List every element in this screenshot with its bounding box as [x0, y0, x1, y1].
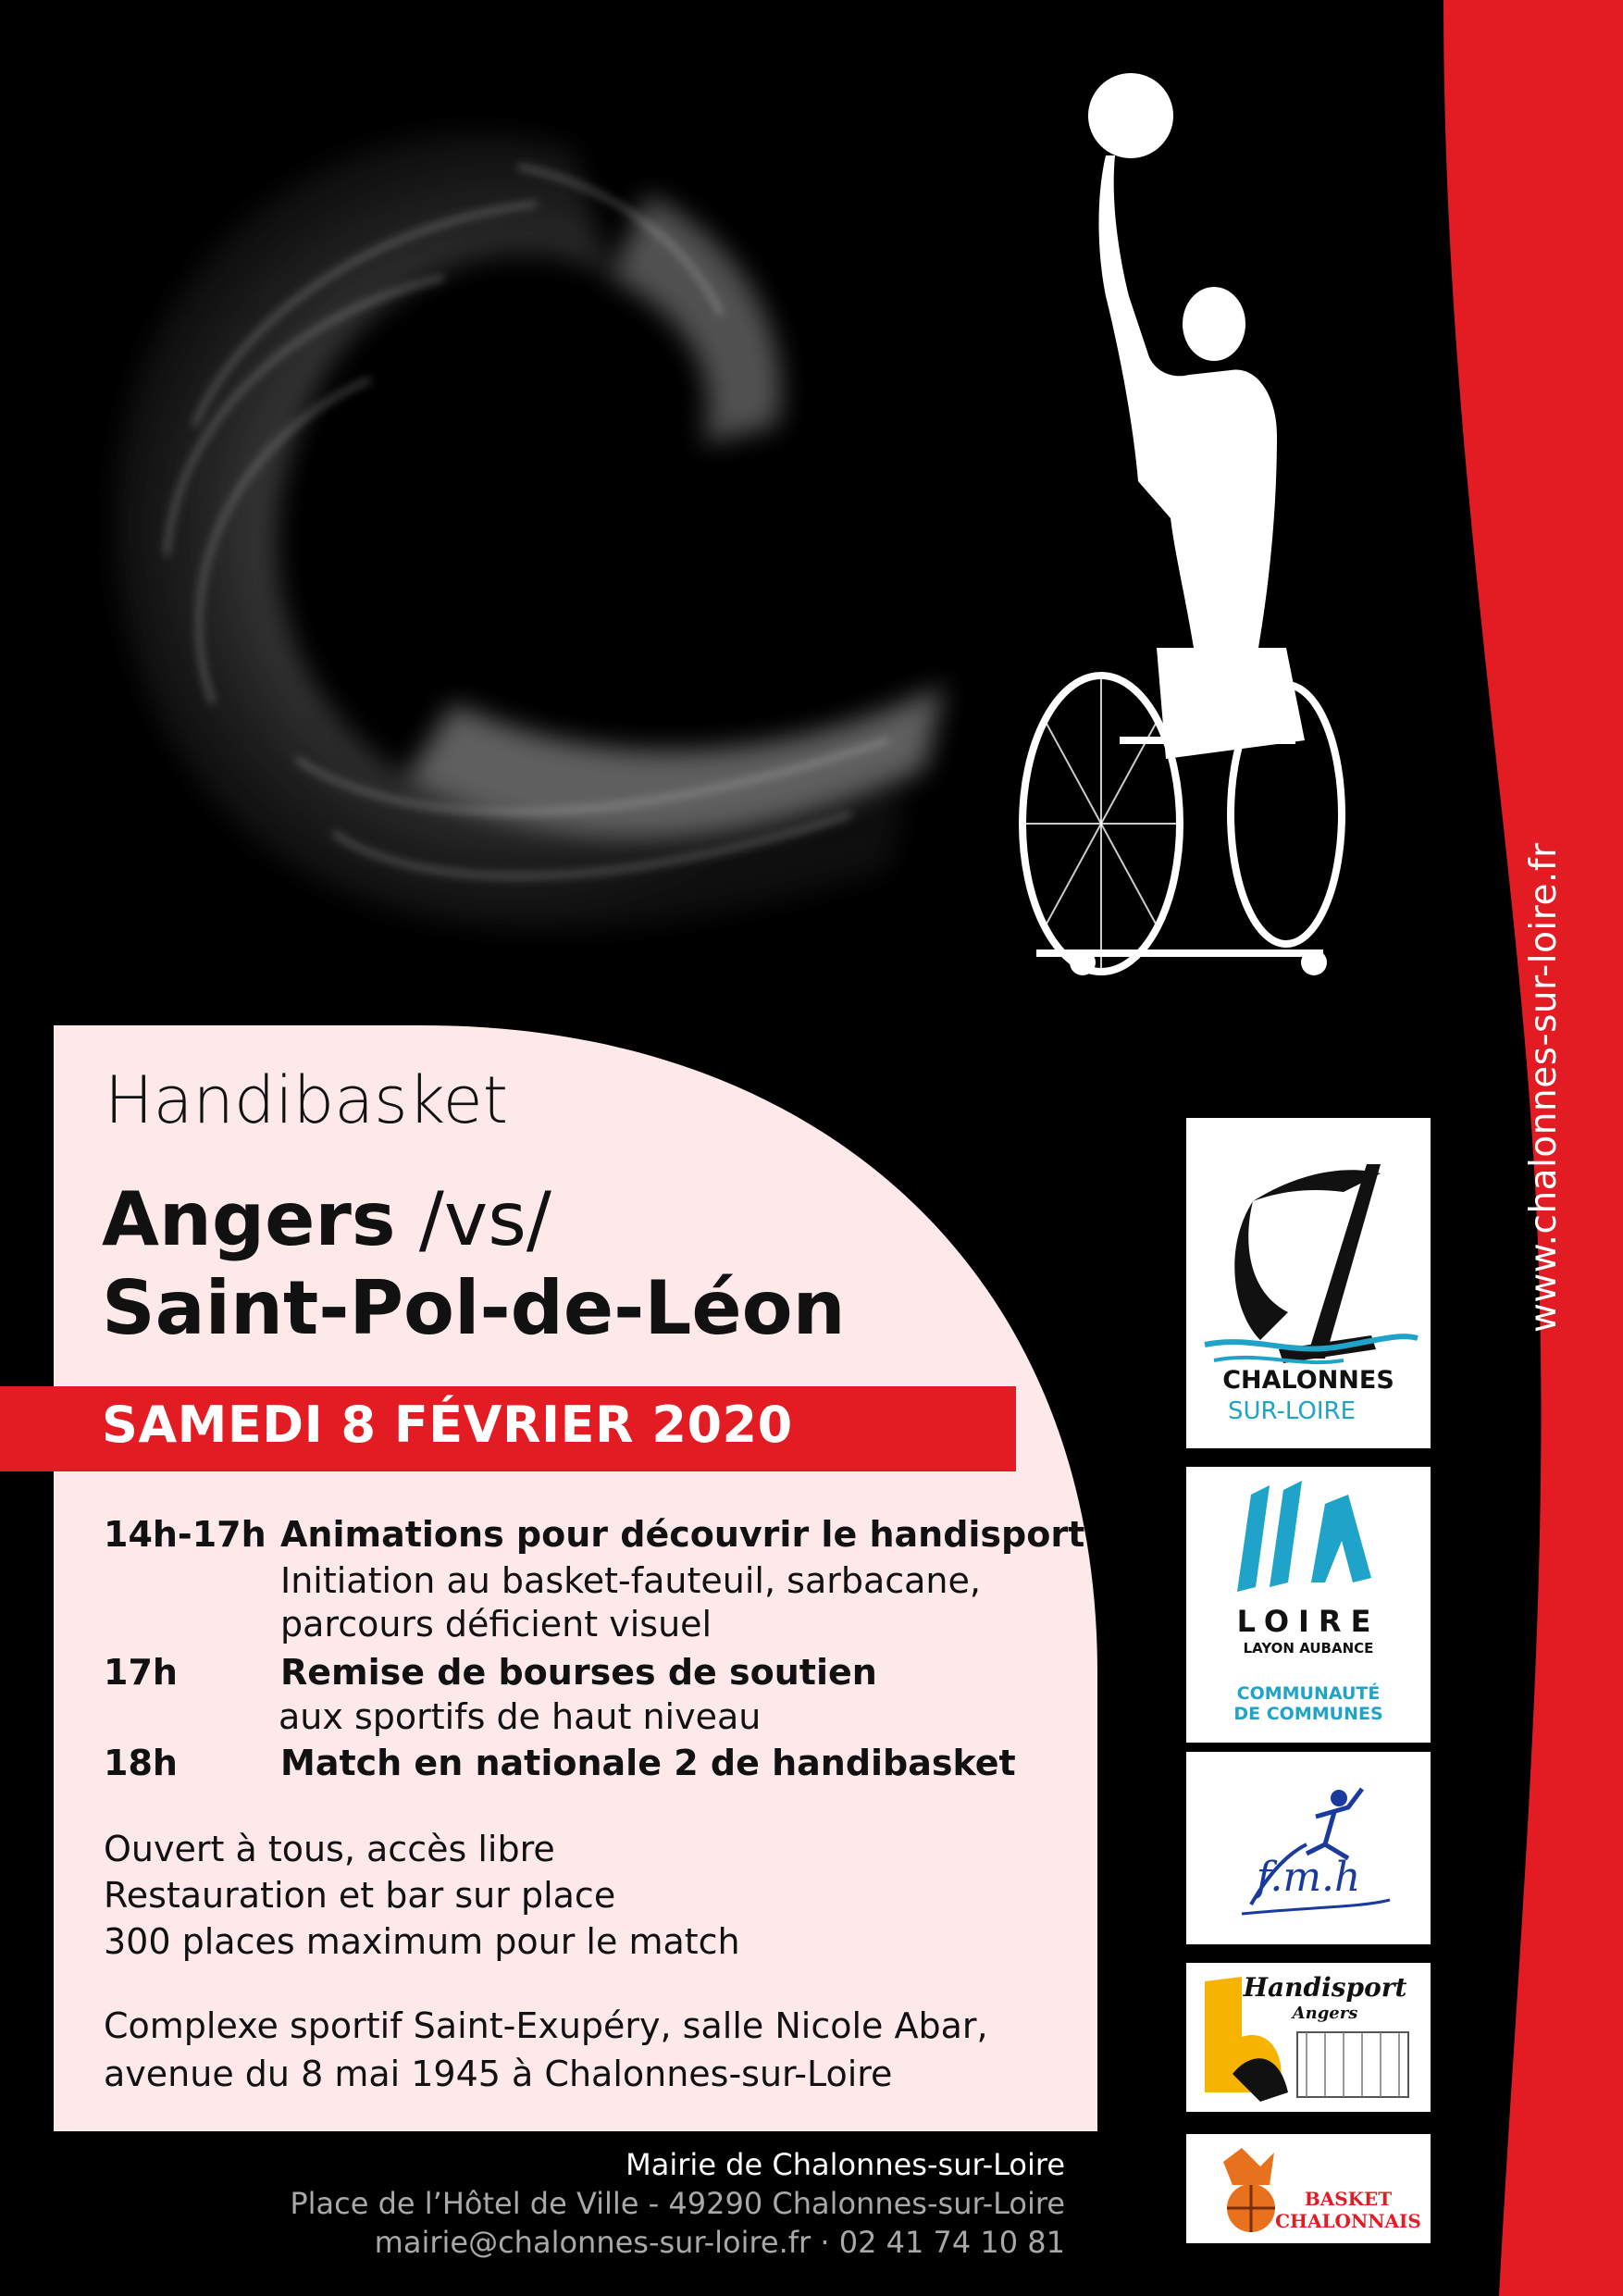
hero-illustration: [56, 37, 1369, 1018]
fmh-runner-icon: [1186, 1752, 1431, 1944]
venue-line-1: Complexe sportif Saint-Exupéry, salle Nicole Abar,: [104, 2005, 988, 2046]
fmh-text: f.m.h: [1256, 1854, 1361, 1901]
loire-mark-icon: [1186, 1467, 1431, 1606]
info-capacity: 300 places maximum pour le match: [104, 1921, 740, 1962]
schedule-title-2: Remise de bourses de soutien: [280, 1652, 877, 1693]
chalonnes-name: CHALONNES: [1222, 1366, 1394, 1395]
event-category: Handibasket: [105, 1062, 509, 1138]
logo-loire-layon-aubance[interactable]: [1186, 1467, 1431, 1743]
team-home: Angers: [102, 1176, 396, 1262]
schedule-detail-1a: Initiation au basket-fauteuil, sarbacane,: [280, 1560, 981, 1601]
handisport-city: Angers: [1292, 2004, 1358, 2023]
website-url[interactable]: www.chalonnes-sur-loire.fr: [1523, 842, 1565, 1333]
versus: /vs/: [395, 1176, 551, 1262]
logo-basket-chalonnais[interactable]: [1186, 2134, 1431, 2243]
loire-name: LOIRE: [1236, 1604, 1381, 1639]
schedule-detail-2a: aux sportifs de haut niveau: [279, 1696, 762, 1737]
venue-line-2: avenue du 8 mai 1945 à Chalonnes-sur-Loire: [104, 2054, 893, 2094]
chalonnes-sub: SUR-LOIRE: [1227, 1397, 1357, 1425]
event-title: [102, 1175, 846, 1353]
logo-chalonnes[interactable]: [1186, 1118, 1431, 1448]
basket-name: BASKET CHALONNAIS: [1275, 2188, 1421, 2232]
event-date: SAMEDI 8 FÉVRIER 2020: [102, 1396, 793, 1454]
info-access: Ouvert à tous, accès libre: [104, 1829, 555, 1869]
team-away: Saint-Pol-de-Léon: [102, 1265, 846, 1351]
loire-sub: LAYON AUBANCE: [1243, 1640, 1374, 1657]
logo-handisport-angers[interactable]: [1186, 1963, 1431, 2112]
footer-contact[interactable]: mairie@chalonnes-sur-loire.fr · 02 41 74 10 81: [374, 2225, 1065, 2260]
loire-community-2: DE COMMUNES: [1233, 1704, 1383, 1724]
loire-community-1: COMMUNAUTÉ: [1236, 1683, 1381, 1704]
handisport-name: Handisport: [1243, 1972, 1407, 2003]
schedule-time-3: 18h: [104, 1743, 178, 1783]
schedule-time-2: 17h: [104, 1652, 178, 1693]
schedule-title-1: Animations pour découvrir le handisport: [280, 1514, 1085, 1555]
footer-address: Place de l’Hôtel de Ville - 49290 Chalonnes-sur-Loire: [290, 2186, 1065, 2221]
logo-fmh[interactable]: [1186, 1752, 1431, 1944]
schedule-title-3: Match en nationale 2 de handibasket: [280, 1743, 1016, 1783]
footer-org: Mairie de Chalonnes-sur-Loire: [626, 2147, 1065, 2182]
schedule-detail-1b: parcours déficient visuel: [280, 1604, 712, 1644]
schedule-time-1: 14h-17h: [104, 1514, 266, 1555]
info-food: Restauration et bar sur place: [104, 1875, 616, 1916]
